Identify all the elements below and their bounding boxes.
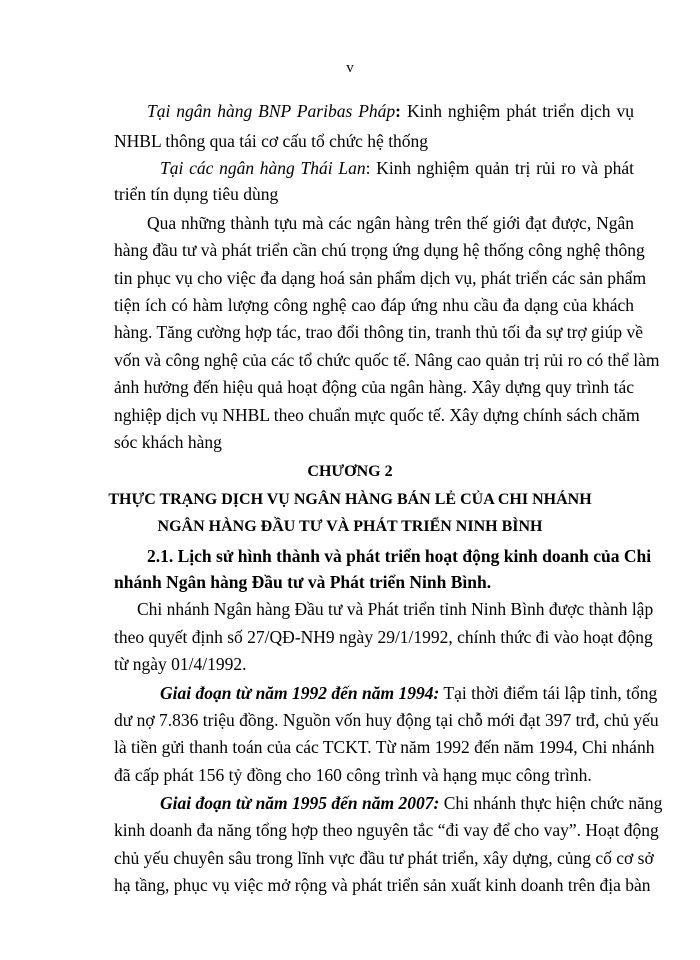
- p5-line-1: [160, 683, 658, 703]
- p5-line: đã cấp phát 156 tỷ đồng cho 160 công trình và hạng mục công trình.: [114, 765, 592, 785]
- p3-line: nghiệp dịch vụ NHBL theo chuẩn mực quốc tế. Xây dựng chính sách chăm: [114, 405, 640, 425]
- p5-line: dư nợ 7.836 triệu đồng. Nguồn vốn huy động tại chỗ mới đạt 397 trđ, chủ yếu: [114, 710, 659, 730]
- p6-line: hạ tầng, phục vụ việc mở rộng và phát triển sản xuất kinh doanh trên địa bàn: [114, 875, 651, 895]
- chapter-title-line-2: NGÂN HÀNG ĐẦU TƯ VÀ PHÁT TRIỂN NINH BÌNH: [157, 518, 543, 535]
- p1-label: Tại ngân hàng BNP Paribas Pháp: [147, 101, 396, 121]
- p5-text-a: Tại thời điểm tái lập tỉnh, tổng: [439, 683, 658, 703]
- chapter-label: CHƯƠNG 2: [307, 463, 393, 480]
- p6-line: kinh doanh đa năng tổng hợp theo nguyên tắc “đi vay để cho vay”. Hoạt động: [114, 820, 659, 840]
- p3-line: tiện ích có hàm lượng công nghệ cao đáp ứng nhu cầu đa dạng của khách: [114, 295, 634, 315]
- p3-line: vốn và công nghệ của các tổ chức quốc tế. Nâng cao quản trị rủi ro có thể làm: [114, 350, 660, 370]
- page-number: v: [346, 60, 354, 76]
- p5-label: Giai đoạn từ năm 1992 đến năm 1994:: [160, 683, 440, 703]
- p2-line-2: triển tín dụng tiêu dùng: [114, 184, 279, 204]
- p5-line: là tiền gửi thanh toán của các TCKT. Từ năm 1992 đến năm 1994, Chi nhánh: [114, 737, 655, 757]
- p1-line-2: NHBL thông qua tái cơ cấu tổ chức hệ thống: [114, 131, 429, 151]
- p6-text-a: Chi nhánh thực hiện chức năng: [439, 793, 663, 813]
- p4-line: từ ngày 01/4/1992.: [114, 654, 247, 674]
- p2-text-a: : Kinh nghiệm quản trị rủi ro và phát: [365, 158, 634, 178]
- p1-colon: :: [395, 101, 401, 121]
- p3-line: hàng. Tăng cường hợp tác, trao đổi thông tin, tranh thủ tối đa sự trợ giúp về: [114, 322, 644, 342]
- p1-text-a: Kinh nghiệm phát triển dịch vụ: [401, 101, 634, 121]
- p4-line: theo quyết định số 27/QĐ-NH9 ngày 29/1/1992, chính thức đi vào hoạt động: [114, 627, 653, 647]
- p2-label: Tại các ngân hàng Thái Lan: [160, 158, 366, 178]
- p3-line: ảnh hưởng đến hiệu quả hoạt động của ngân hàng. Xây dựng quy trình tác: [114, 377, 634, 397]
- p4-line: Chi nhánh Ngân hàng Đầu tư và Phát triển tỉnh Ninh Bình được thành lập: [137, 599, 654, 619]
- p6-label: Giai đoạn từ năm 1995 đến năm 2007:: [160, 793, 440, 813]
- chapter-title-line-1: THỰC TRẠNG DỊCH VỤ NGÂN HÀNG BÁN LẺ CỦA CHI NHÁNH: [108, 491, 592, 508]
- p6-line-1: [160, 793, 663, 813]
- p6-line: chủ yếu chuyên sâu trong lĩnh vực đầu tư phát triển, xây dựng, củng cố cơ sở: [114, 848, 654, 868]
- p1-line-1: [147, 103, 634, 121]
- section-heading-line-2: nhánh Ngân hàng Đầu tư và Phát triển Ninh Bình.: [114, 572, 492, 592]
- p3-line: hàng đầu tư và phát triển cần chú trọng ứng dụng hệ thống công nghệ thông: [114, 240, 645, 260]
- p3-line: sóc khách hàng: [114, 432, 222, 452]
- p3-line: tin phục vụ cho việc đa dạng hoá sản phẩm dịch vụ, phát triển các sản phẩm: [114, 268, 647, 288]
- p3-line: Qua những thành tựu mà các ngân hàng trên thế giới đạt được, Ngân: [147, 213, 634, 233]
- section-heading-line-1: 2.1. Lịch sử hình thành và phát triển hoạt động kinh doanh của Chi: [147, 546, 652, 566]
- p2-line-1: [160, 160, 634, 178]
